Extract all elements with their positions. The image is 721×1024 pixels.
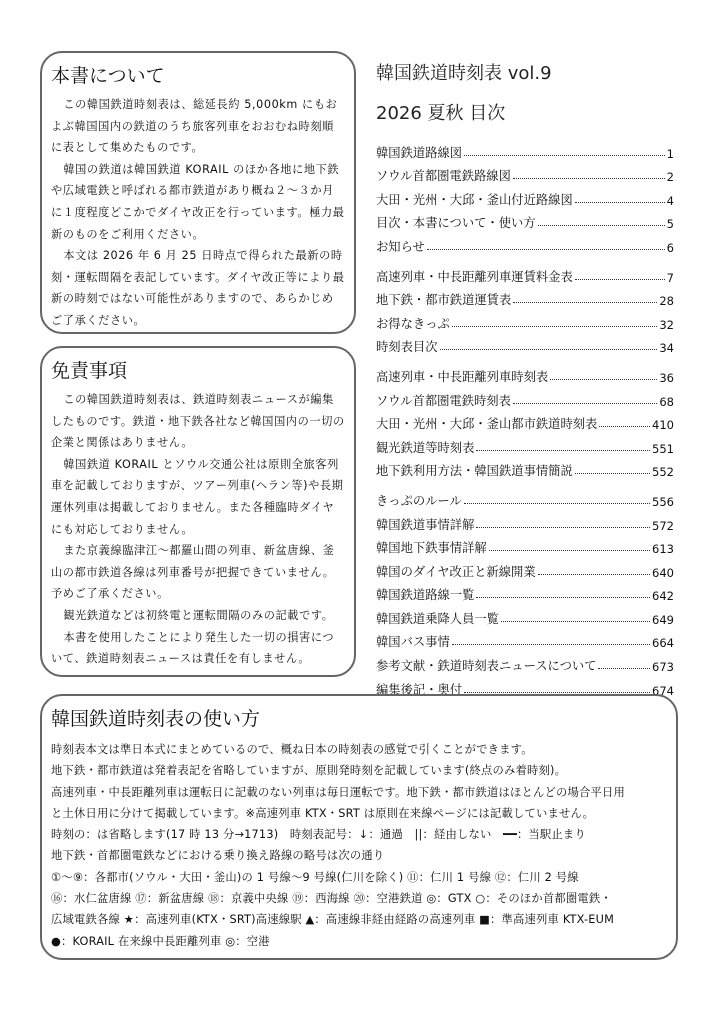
toc-entry-label: 韓国地下鉄事情詳解 [376,541,487,556]
toc-dot-leader [464,692,650,693]
usage-line: 地下鉄・首都圏電鉄などにおける乗り換え路線の略号は次の通り [51,849,385,863]
toc-entry [376,208,674,232]
toc-entry-label: お知らせ [376,239,425,254]
toc-entry-page: 4 [666,193,674,208]
toc-entry-page: 1 [666,146,674,161]
toc-entry [376,556,674,580]
toc-header [376,60,686,128]
toc-entry-page: 649 [652,612,674,627]
toc-entry-label: きっぷのルール [376,493,462,508]
toc-entry-label: 大田・光州・大邱・釜山都市鉄道時刻表 [376,417,598,432]
toc-dot-leader [452,644,650,645]
usage-line: ①～⑨：各都市(ソウル・大田・釜山)の 1 号線～9 号線(仁川を除く) ⑪：仁川 1 号線 ⑫：仁川 2 号線 [51,870,579,884]
toc-dot-leader [476,597,650,598]
toc-entry-page: 642 [652,589,674,604]
toc-entry-page: 552 [652,465,674,480]
toc-entry-label: お得なきっぷ [376,316,450,331]
toc-entry [376,509,674,533]
usage-title: 韓国鉄道時刻表の使い方 [51,708,261,730]
toc-entry-label: 大田・光州・大邱・釜山付近路線図 [376,192,573,207]
toc-entry [376,385,674,409]
toc-entry [376,485,674,509]
toc-dot-leader [575,279,665,280]
toc-dot-leader [464,155,665,156]
disclaimer-paragraph: 観光鉄道などは初終電と運転間隔のみの記載です。 [63,608,334,622]
toc-entry-label: 目次・本書について・使い方 [376,216,536,231]
toc-entry-page: 68 [659,394,674,409]
toc-dot-leader [427,249,665,250]
disclaimer-section [40,346,356,677]
toc-entry [376,533,674,557]
disclaimer-title: 免責事項 [51,360,128,382]
toc-entry-page: 674 [652,683,674,698]
toc-title: 2026 夏秋 目次 [376,103,506,124]
toc-entry-page: 5 [666,217,674,232]
about-title: 本書について [51,65,165,87]
toc-dot-leader [538,574,650,575]
toc-entry-page: 7 [666,270,674,285]
toc-dot-leader [513,302,657,303]
usage-line: 広域電鉄各線 ★：高速列車(KTX・SRT)高速線駅 ▲：高速線非経由経路の高速列車 ■：準高速列車 KTX-EUM [51,913,615,927]
toc-entry-label: 地下鉄利用方法・韓国鉄道事情簡説 [376,464,573,479]
toc-entry [376,650,674,674]
toc-dot-leader [489,550,650,551]
toc-entry [376,456,674,480]
toc-entry [376,627,674,651]
toc-entry-page: 6 [666,240,674,255]
toc-entry-page: 32 [659,317,674,332]
toc-entry-label: 韓国鉄道路線図 [376,145,463,160]
toc-entry-label: ソウル首都圏電鉄時刻表 [376,393,511,408]
toc-entry-page: 410 [652,418,674,433]
toc-dot-leader [598,668,650,669]
usage-line: 地下鉄・都市鉄道は発着表記を省略していますが、原則発時刻を記載しています(終点のみ着時刻)。 [51,764,567,778]
toc-dot-leader [476,450,650,451]
toc-entry-label: 観光鉄道等時刻表 [376,440,475,455]
toc-entry [376,361,674,385]
toc-entry-label: ソウル首都圏電鉄路線図 [376,169,511,184]
usage-line: 時刻表本文は準日本式にまとめているので、概ね日本の時刻表の感覚で引くことができます。 [51,743,533,756]
toc-entry-page: 34 [659,341,674,356]
toc-entry-page: 36 [659,370,674,385]
toc-entry [376,231,674,255]
usage-line: 高速列車・中長距離列車は運転日に記載のない列車は毎日運転です。地下鉄・都市鉄道はほとんどの場合平日用 [51,785,625,799]
toc-entry [376,137,674,161]
toc-entry-label: 編集後記・奥付 [376,682,463,697]
toc-entry-page: 556 [652,494,674,509]
toc-entry [376,285,674,309]
toc-dot-leader [476,527,650,528]
usage-line: 時刻の：は省略します(17 時 13 分→1713) 時刻表記号：↓：通過 ||：経由しない ━━：当駅止まり [51,828,586,842]
toc-dot-leader [513,403,657,404]
usage-line: ⑯：水仁盆唐線 ⑰：新盆唐線 ⑱：京義中央線 ⑲：西海線 ⑳：空港鉄道 ◎：GTX ○：そのほか首都圏電鉄・ [51,892,612,906]
toc-entry-label: 韓国鉄道事情詳解 [376,517,475,532]
about-paragraph: この韓国鉄道時刻表は、総延長約 5,000km にもおよぶ韓国国内の鉄道のうち旅客列車をおおむね時刻順に表として集めたものです。 [51,98,338,155]
toc-entry-label: 韓国バス事情 [376,635,450,650]
toc-entry-page: 613 [652,542,674,557]
toc-entry [376,432,674,456]
disclaimer-paragraph: 本書を使用したことにより発生した一切の損害について、鉄道時刻表ニュースは責任を有しません。 [51,630,335,666]
toc-entry [376,603,674,627]
toc-dot-leader [513,178,665,179]
about-section [40,51,356,334]
toc-entry [376,332,674,356]
toc-entry [376,161,674,185]
toc-dot-leader [452,326,658,327]
toc-entry-label: 時刻表目次 [376,340,438,355]
toc-entry-label: 地下鉄・都市鉄道運賃表 [376,293,512,308]
toc-dot-leader [599,426,650,427]
toc-dot-leader [501,621,650,622]
toc-entry-label: 韓国鉄道乗降人員一覧 [376,611,499,626]
table-of-contents [376,137,674,698]
toc-dot-leader [550,379,657,380]
toc-entry-label: 高速列車・中長距離列車運賃料金表 [376,269,573,284]
toc-entry [376,184,674,208]
toc-entry-page: 572 [652,518,674,533]
toc-dot-leader [464,503,650,504]
toc-entry [376,409,674,433]
toc-dot-leader [538,225,665,226]
toc-entry-page: 28 [659,294,674,309]
toc-entry-page: 640 [652,565,674,580]
toc-entry-label: 韓国鉄道路線一覧 [376,588,475,603]
disclaimer-paragraph: この韓国鉄道時刻表は、鉄道時刻表ニュースが編集したものです。鉄道・地下鉄各社など韓国国内の一切の企業と関係はありません。 [51,393,345,450]
toc-dot-leader [440,349,658,350]
usage-lines [51,739,667,952]
toc-entry [376,580,674,604]
toc-entry-page: 664 [652,636,674,651]
usage-line: と土休日用に分けて掲載しています。※高速列車 KTX・SRT は原則在来線ページには記載していません。 [51,806,595,820]
usage-line: ●：KORAIL 在来線中長距離列車 ◎：空港 [51,934,270,948]
toc-entry-label: 高速列車・中長距離列車時刻表 [376,369,549,384]
disclaimer-paragraph: 韓国鉄道 KORAIL とソウル交通公社は原則全旅客列車を記載しておりますが、ツアー列車(ヘラン等)や長期運休列車は掲載しておりません。また各種臨時ダイヤにも対応しておりません。 [51,457,344,536]
toc-dot-leader [575,202,665,203]
about-paragraph: 本文は 2026 年 6 月 25 日時点で得られた最新の時刻・運転間隔を表記しています。ダイヤ改正等により最新の時刻ではない可能性がありますので、あらかじめご了承ください。 [51,249,345,327]
toc-entry-label: 韓国のダイヤ改正と新線開業 [376,564,536,579]
disclaimer-paragraph: また京義線臨津江～都羅山間の列車、新盆唐線、釜山の都市鉄道各線は列車番号が把握できていません。予めご了承ください。 [51,544,335,601]
publication-title: 韓国鉄道時刻表 vol.9 [376,63,552,84]
toc-entry [376,308,674,332]
toc-entry-page: 673 [652,660,674,675]
toc-dot-leader [575,473,650,474]
toc-entry-label: 参考文献・鉄道時刻表ニュースについて [376,659,597,674]
toc-entry-page: 2 [666,170,674,185]
usage-section [40,694,678,960]
about-paragraph: 韓国の鉄道は韓国鉄道 KORAIL のほか各地に地下鉄や広域電鉄と呼ばれる都市鉄道があり概ね２～３か月に１度程度どこかでダイヤ改正を行っています。極力最新のものをご利用ください。 [51,162,345,241]
toc-entry [376,261,674,285]
toc-entry-page: 551 [652,441,674,456]
